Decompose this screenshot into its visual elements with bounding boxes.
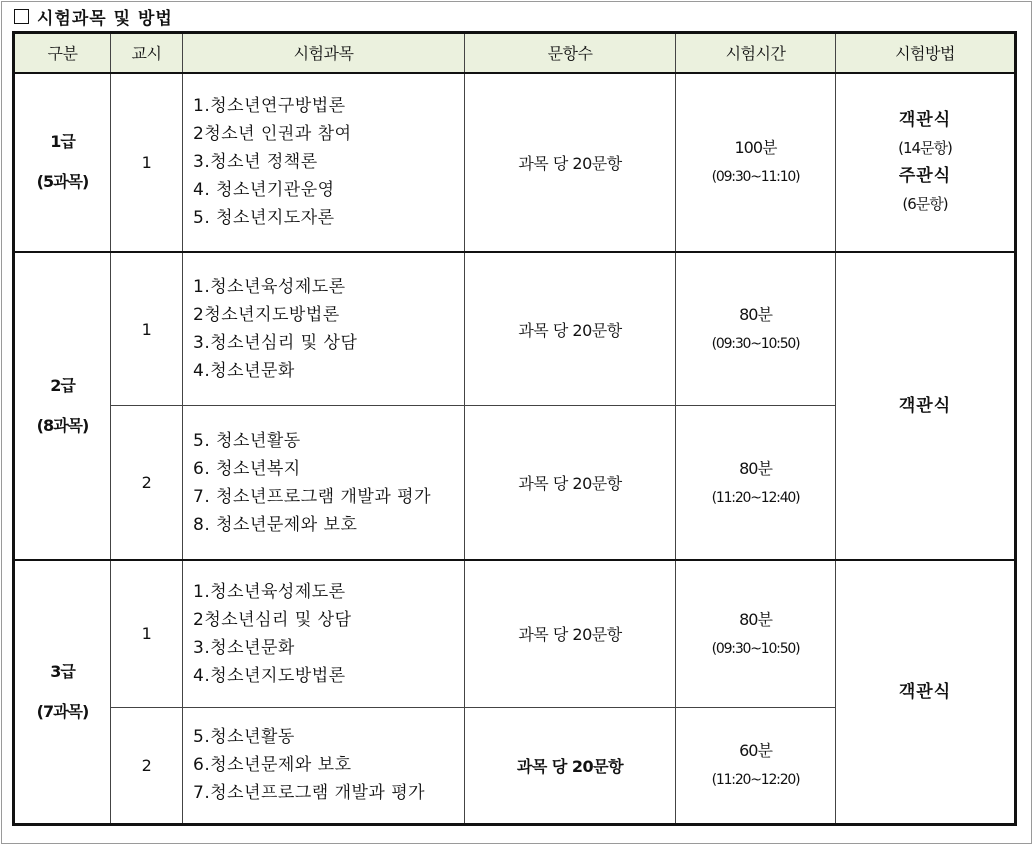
checkbox-square-icon	[14, 9, 29, 24]
grade3-method: 객관식	[898, 682, 952, 703]
list-item: 5. 청소년지도자론	[193, 208, 335, 229]
grade2-p2-time-range: (11:20~12:40)	[711, 489, 800, 506]
grade3-p2-subjects-cell	[183, 707, 465, 824]
grade3-p1-questions: 과목 당 20문항	[465, 560, 676, 707]
grade2-p2-period: 2	[111, 406, 183, 560]
header-category: 구분	[14, 33, 111, 73]
header-time: 시험시간	[676, 33, 836, 73]
grade2-p2-subject-list	[183, 427, 464, 539]
grade1-method-subjective-count: (6문항)	[902, 195, 948, 214]
grade2-label: 2급	[50, 375, 75, 395]
header-method: 시험방법	[836, 33, 1016, 73]
list-item: 2청소년심리 및 상담	[193, 609, 352, 630]
list-item: 1.청소년연구방법론	[193, 96, 346, 117]
grade2-p1-subjects-cell	[183, 252, 465, 406]
grade3-p2-questions: 과목 당 20문항	[465, 707, 676, 824]
grade3-method-cell	[836, 560, 1016, 824]
grade3-p1-time-cell	[676, 560, 836, 707]
grade1-label: 1급	[50, 132, 75, 152]
list-item: 1.청소년육성제도론	[193, 581, 346, 602]
grade3-p1-subjects-cell	[183, 560, 465, 707]
header-questions: 문항수	[465, 33, 676, 73]
grade1-period: 1	[111, 73, 183, 252]
list-item: 8. 청소년문제와 보호	[193, 514, 358, 535]
grade2-p1-period: 1	[111, 252, 183, 406]
grade1-questions: 과목 당 20문항	[465, 73, 676, 252]
grade2-count: (8과목)	[36, 415, 89, 435]
grade3-period1-row	[14, 560, 1016, 707]
list-item: 4. 청소년기관운영	[193, 180, 335, 201]
header-subjects: 시험과목	[183, 33, 465, 73]
grade1-time: 100분	[734, 138, 777, 158]
grade1-time-range: (09:30~11:10)	[711, 169, 800, 186]
grade2-p1-time-range: (09:30~10:50)	[711, 336, 800, 353]
list-item: 5.청소년활동	[193, 727, 295, 748]
grade3-p2-time-cell	[676, 707, 836, 824]
grade1-row	[14, 73, 1016, 252]
grade3-label: 3급	[50, 662, 75, 682]
grade3-p1-subject-list	[183, 578, 464, 690]
grade2-p1-time-cell	[676, 252, 836, 406]
grade1-method-objective-count: (14문항)	[898, 139, 952, 158]
grade2-period1-row	[14, 252, 1016, 406]
list-item: 4.청소년문화	[193, 361, 295, 382]
list-item: 7.청소년프로그램 개발과 평가	[193, 783, 426, 804]
grade3-p1-time-range: (09:30~10:50)	[711, 640, 800, 657]
grade2-p2-time-cell	[676, 406, 836, 560]
section-heading	[14, 4, 173, 29]
grade2-p1-questions: 과목 당 20문항	[465, 252, 676, 406]
grade2-p2-questions: 과목 당 20문항	[465, 406, 676, 560]
grade2-cell	[14, 252, 111, 560]
list-item: 3.청소년 정책론	[193, 152, 318, 173]
list-item: 7. 청소년프로그램 개발과 평가	[193, 486, 431, 507]
grade1-subjects-cell	[183, 73, 465, 252]
list-item: 2청소년지도방법론	[193, 305, 340, 326]
header-period: 교시	[111, 33, 183, 73]
list-item: 5. 청소년활동	[193, 430, 301, 451]
list-item: 2청소년 인권과 참여	[193, 124, 352, 145]
grade3-p1-time: 80분	[739, 609, 772, 629]
exam-subjects-table	[12, 31, 1017, 826]
grade2-p1-time: 80분	[739, 305, 772, 325]
grade3-cell	[14, 560, 111, 824]
grade3-p1-period: 1	[111, 560, 183, 707]
list-item: 3.청소년심리 및 상담	[193, 333, 358, 354]
grade3-p2-subject-list	[183, 723, 464, 807]
list-item: 3.청소년문화	[193, 637, 295, 658]
list-item: 4.청소년지도방법론	[193, 665, 346, 686]
grade1-method-objective: 객관식	[898, 110, 952, 131]
grade1-time-cell	[676, 73, 836, 252]
list-item: 6.청소년문제와 보호	[193, 755, 352, 776]
grade3-count: (7과목)	[36, 702, 89, 722]
grade3-p2-time: 60분	[739, 741, 772, 761]
grade2-method-cell	[836, 252, 1016, 560]
grade1-count: (5과목)	[36, 172, 89, 192]
grade1-method-cell	[836, 73, 1016, 252]
section-title: 시험과목 및 방법	[37, 9, 173, 29]
grade1-method-subjective: 주관식	[898, 166, 952, 187]
grade2-p2-time: 80분	[739, 458, 772, 478]
header-row	[14, 33, 1016, 73]
grade3-p2-time-range: (11:20~12:20)	[711, 772, 800, 789]
grade2-p2-subjects-cell	[183, 406, 465, 560]
grade3-p2-period: 2	[111, 707, 183, 824]
list-item: 6. 청소년복지	[193, 458, 301, 479]
grade1-subject-list	[183, 92, 464, 232]
list-item: 1.청소년육성제도론	[193, 277, 346, 298]
grade2-method: 객관식	[898, 395, 952, 416]
grade2-p1-subject-list	[183, 273, 464, 385]
grade1-cell	[14, 73, 111, 252]
